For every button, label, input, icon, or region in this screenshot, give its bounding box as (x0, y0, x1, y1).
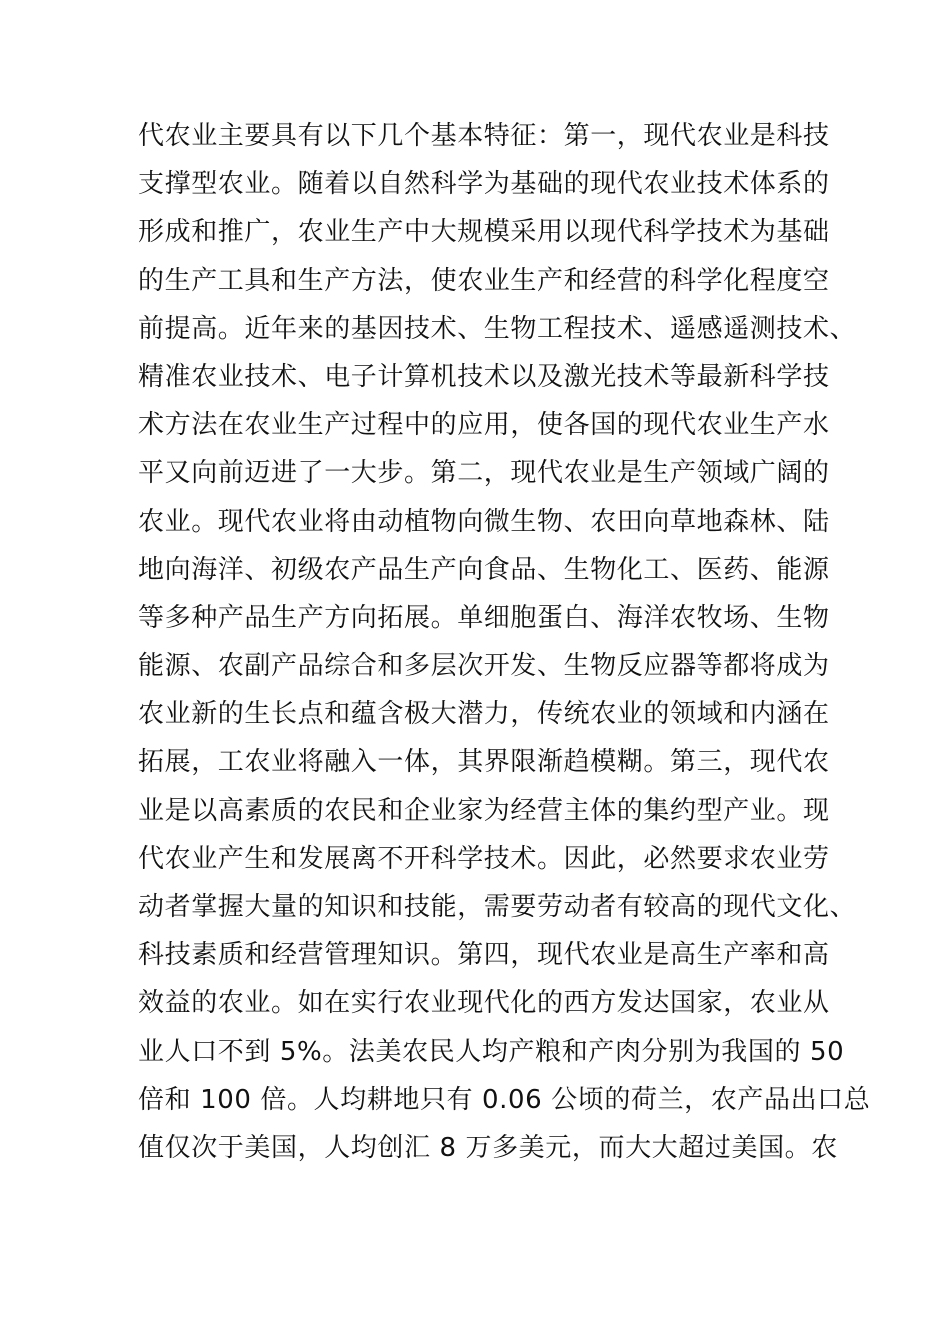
text-line: 等多种产品生产方向拓展。单细胞蛋白、海洋农牧场、生物 (138, 602, 830, 633)
text-line: 前提高。近年来的基因技术、生物工程技术、遥感遥测技术、 (138, 313, 857, 344)
text-line: 业是以高素质的农民和企业家为经营主体的集约型产业。现 (138, 795, 830, 826)
body-text (138, 112, 871, 1172)
text-line: 农业新的生长点和蕴含极大潜力，传统农业的领域和内涵在 (138, 699, 830, 730)
text-line: 倍和 100 倍。人均耕地只有 0.06 公顷的荷兰，农产品出口总 (138, 1084, 871, 1115)
text-line: 精准农业技术、电子计算机技术以及激光技术等最新科学技 (138, 361, 830, 392)
text-line: 支撑型农业。随着以自然科学为基础的现代农业技术体系的 (138, 169, 830, 200)
text-line: 平又向前迈进了一大步。第二，现代农业是生产领域广阔的 (138, 458, 830, 489)
text-line: 科技素质和经营管理知识。第四，现代农业是高生产率和高 (138, 940, 830, 971)
text-line: 地向海洋、初级农产品生产向食品、生物化工、医药、能源 (138, 554, 830, 585)
text-line: 能源、农副产品综合和多层次开发、生物反应器等都将成为 (138, 651, 830, 682)
text-line: 的生产工具和生产方法，使农业生产和经营的科学化程度空 (138, 265, 830, 296)
text-line: 效益的农业。如在实行农业现代化的西方发达国家，农业从 (138, 988, 830, 1019)
text-line: 农业。现代农业将由动植物向微生物、农田向草地森林、陆 (138, 506, 830, 537)
text-line: 动者掌握大量的知识和技能，需要劳动者有较高的现代文化、 (138, 892, 857, 922)
text-line: 值仅次于美国，人均创汇 8 万多美元，而大大超过美国。农 (138, 1132, 838, 1163)
text-line: 拓展，工农业将融入一体，其界限渐趋模糊。第三，现代农 (138, 747, 830, 778)
text-line: 业人口不到 5%。法美农民人均产粮和产肉分别为我国的 50 (138, 1036, 845, 1067)
text-line: 形成和推广，农业生产中大规模采用以现代科学技术为基础 (138, 217, 830, 248)
text-line: 代农业主要具有以下几个基本特征：第一，现代农业是科技 (138, 121, 830, 151)
text-line: 代农业产生和发展离不开科学技术。因此，必然要求农业劳 (138, 843, 830, 874)
text-line: 术方法在农业生产过程中的应用，使各国的现代农业生产水 (138, 410, 830, 441)
